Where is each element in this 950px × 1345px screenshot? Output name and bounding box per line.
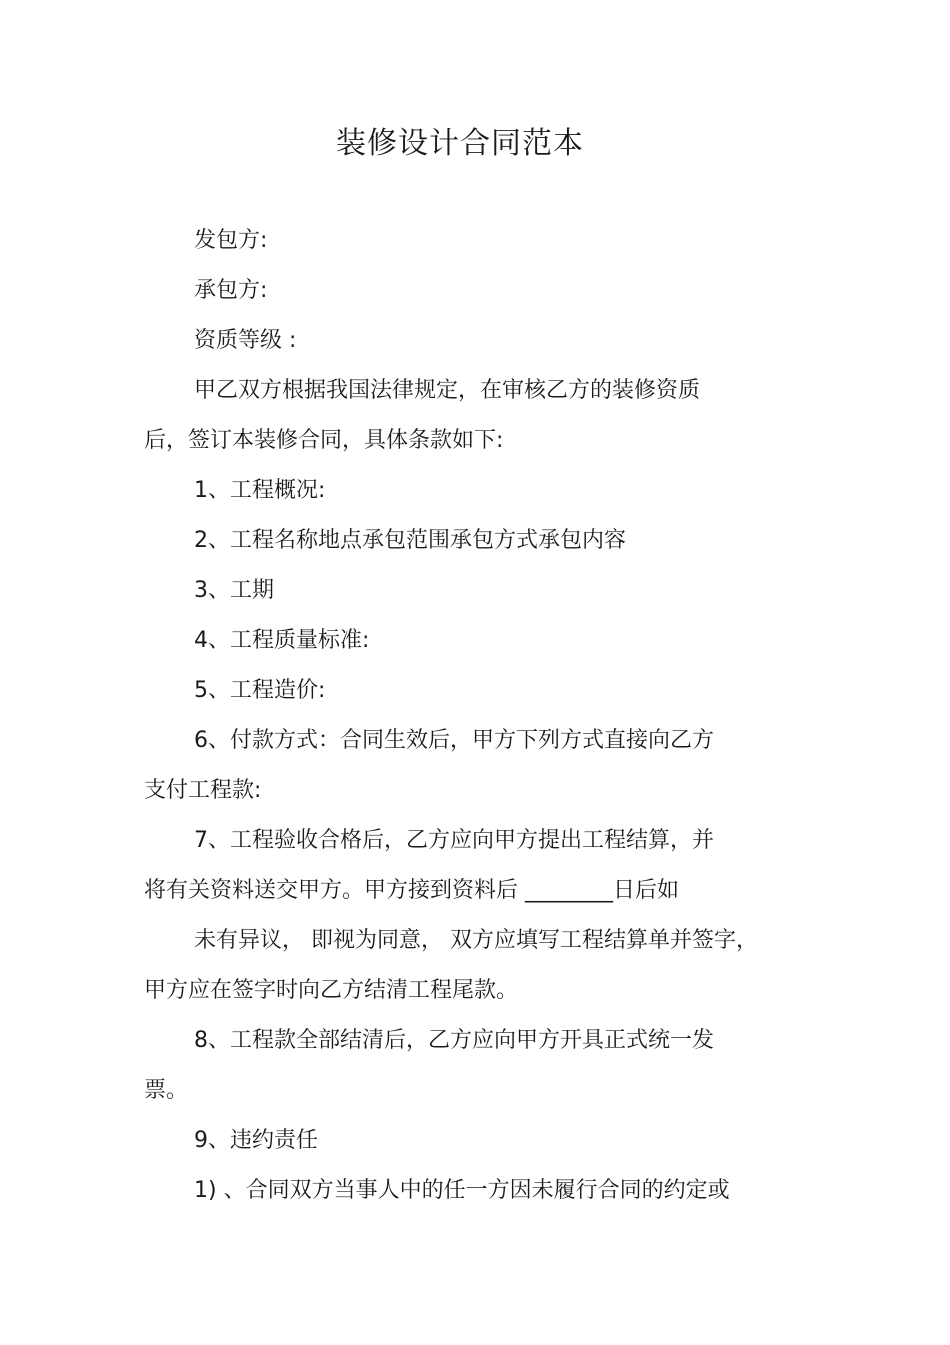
document-title: 装修设计合同范本 <box>336 126 584 161</box>
text-line-item-4: 4、工程质量标准: <box>194 628 370 653</box>
text-line-item-6-cont: 支付工程款: <box>144 778 262 803</box>
text-line-item-7: 7、工程验收合格后，乙方应向甲方提出工程结算，并 <box>194 828 714 853</box>
text-line-item-7-cont: 将有关资料送交甲方。甲方接到资料后 ________日后如 <box>144 878 679 903</box>
text-line-item-8-cont: 票。 <box>144 1078 189 1103</box>
text-line-item-7-cont2: 未有异议， 即视为同意， 双方应填写工程结算单并签字， <box>194 928 758 953</box>
text-line-item-6: 6、付款方式：合同生效后，甲方下列方式直接向乙方 <box>194 728 714 753</box>
text-line-item-2: 2、工程名称地点承包范围承包方式承包内容 <box>194 528 626 553</box>
text-line-item-1: 1、工程概况: <box>194 478 326 503</box>
text-line-item-9-1: 1) 、合同双方当事人中的任一方因未履行合同的约定或 <box>194 1178 730 1203</box>
text-line-item-5: 5、工程造价: <box>194 678 326 703</box>
text-line-party-a: 发包方: <box>194 228 268 253</box>
text-line-party-b: 承包方: <box>194 278 268 303</box>
text-line-intro-cont: 后，签订本装修合同，具体条款如下: <box>144 428 504 453</box>
text-line-item-3: 3、工期 <box>194 578 274 603</box>
text-line-item-7-cont3: 甲方应在签字时向乙方结清工程尾款。 <box>144 978 519 1003</box>
text-line-item-8: 8、工程款全部结清后，乙方应向甲方开具正式统一发 <box>194 1028 714 1053</box>
text-line-qualification: 资质等级 : <box>194 328 297 353</box>
text-line-item-9: 9、违约责任 <box>194 1128 318 1153</box>
text-line-intro: 甲乙双方根据我国法律规定，在审核乙方的装修资质 <box>194 378 701 403</box>
